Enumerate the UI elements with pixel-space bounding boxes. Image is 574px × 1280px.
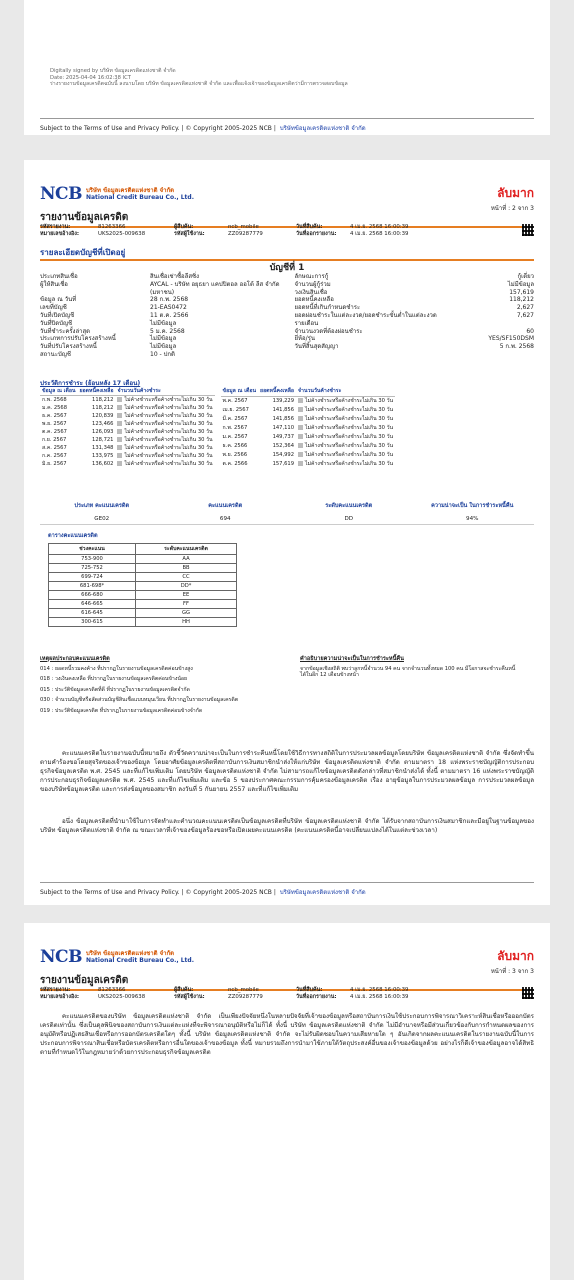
- history-row: [40, 460, 215, 468]
- score-grade: CC: [136, 573, 237, 582]
- detail-value: 60: [526, 327, 534, 335]
- score-range: 699-724: [49, 573, 136, 582]
- history-balance: 139,229: [272, 398, 295, 405]
- detail-label: ยอดหนี้ที่เกินกำหนดชำระ: [294, 304, 361, 312]
- detail-label: วันที่เปิดบัญชี: [40, 311, 75, 319]
- detail-label: ประเภทการปรับโครงสร้างหนี้: [40, 335, 116, 343]
- history-month: ต.ค. 2566: [222, 460, 248, 467]
- history-status-text: ไม่ค้างชำระหรือค้างชำระไม่เกิน 30 วัน: [124, 445, 213, 451]
- report-title: รายงานข้อมูลเครดิต: [40, 210, 534, 228]
- account-title: บัญชีที่ 1: [269, 263, 305, 273]
- history-status: [115, 396, 214, 405]
- section-title: รายละเอียดบัญชีที่เปิดอยู่: [40, 246, 534, 261]
- factors-title: เหตุผลประกอบคะแนนเครดิต: [40, 656, 110, 662]
- detail-label: เลขที่บัญชี: [40, 304, 67, 312]
- detail-value: 157,619: [509, 288, 534, 296]
- history-status: [296, 432, 395, 441]
- detail-row: [40, 343, 285, 351]
- score-table-row: [49, 591, 237, 600]
- confidential-label: ลับมาก: [497, 949, 534, 963]
- score-grade: EE: [136, 591, 237, 600]
- status-check-icon: [117, 429, 122, 434]
- detail-label: วันที่ชำระครั้งล่าสุด: [40, 327, 91, 335]
- history-row: [40, 412, 215, 420]
- history-status: [115, 444, 214, 452]
- meta-key: หมายเลขอ้างอิง:: [40, 231, 80, 238]
- score-type-value: GE02: [94, 516, 110, 522]
- detail-row: [40, 335, 285, 343]
- score-range: 616-645: [49, 609, 136, 618]
- detail-row: [295, 335, 535, 343]
- history-status: [115, 460, 214, 468]
- score-value: 694: [219, 516, 231, 522]
- detail-value: 28 ก.พ. 2568: [150, 296, 189, 304]
- page-footer: [40, 118, 534, 134]
- meta-key: รหัสผู้ใช้งาน:: [174, 231, 205, 238]
- history-month: มิ.ย. 2567: [42, 461, 67, 467]
- history-balance: 131,348: [92, 445, 114, 451]
- history-row: [40, 404, 215, 412]
- detail-value: 7,627: [516, 311, 534, 319]
- score-table-row: [49, 618, 237, 627]
- confidential-label: ลับมาก: [497, 186, 534, 200]
- account-details: [40, 273, 534, 359]
- history-header-row: [40, 387, 215, 396]
- status-check-icon: [117, 397, 122, 402]
- history-month: ก.ย. 2567: [42, 437, 67, 443]
- history-status-text: ไม่ค้างชำระหรือค้างชำระไม่เกิน 30 วัน: [305, 433, 394, 440]
- meta-key: รหัสรายงาน:: [40, 987, 71, 993]
- detail-value: 118,212: [509, 296, 534, 304]
- meta-key: รหัสรายงาน:: [40, 224, 71, 230]
- detail-row: [40, 304, 285, 312]
- history-balance: 149,737: [272, 433, 295, 440]
- footer-text: Subject to the Terms of Use and Privacy Policy. | © Copyright 2005-2025 NCB |: [40, 888, 276, 896]
- history-status-text: ไม่ค้างชำระหรือค้างชำระไม่เกิน 30 วัน: [305, 451, 394, 458]
- reference-no: UKS2025-009638: [98, 231, 146, 238]
- score-table-block: [48, 532, 237, 627]
- factor-item: 015 : ประวัติข้อมูลเครดิตที่ดี ที่ปรากฏในรายงานข้อมูลเครดิตจำกัด: [40, 686, 190, 693]
- history-month: พ.ย. 2566: [222, 451, 248, 458]
- score-range: 725-752: [49, 564, 136, 573]
- history-status: [296, 424, 395, 433]
- user-id: ZZ09287779: [228, 231, 263, 238]
- status-check-icon: [117, 445, 122, 450]
- report-id: 81263366: [98, 224, 126, 230]
- detail-label: ประเภทสินเชื่อ: [40, 273, 78, 280]
- history-status-text: ไม่ค้างชำระหรือค้างชำระไม่เกิน 30 วัน: [305, 442, 394, 449]
- score-range: 300-615: [49, 618, 136, 627]
- footer-link[interactable]: บริษัทข้อมูลเครดิตแห่งชาติ จำกัด: [279, 125, 366, 132]
- history-header: จำนวนวันค้างชำระ: [296, 387, 395, 396]
- history-row: [221, 424, 396, 433]
- score-explanations: [40, 656, 534, 718]
- account-details-left: [40, 273, 285, 359]
- detail-row: [295, 273, 535, 281]
- detail-value: ไม่มีข้อมูล: [507, 280, 534, 288]
- detail-label: วันที่สิ้นสุดสัญญา: [294, 343, 339, 351]
- score-table-row: [49, 573, 237, 582]
- page-number: หน้าที่ : 3 จาก 3: [490, 968, 534, 975]
- score-table-header: ช่วงคะแนน: [49, 544, 136, 555]
- history-month: ก.พ. 2567: [222, 425, 248, 432]
- brand-english: National Credit Bureau Co., Ltd.: [85, 957, 194, 964]
- score-factors: [40, 656, 280, 718]
- history-status-text: ไม่ค้างชำระหรือค้างชำระไม่เกิน 30 วัน: [305, 407, 394, 414]
- history-header: ข้อมูล ณ เดือน: [222, 388, 257, 395]
- probability-value: 94%: [466, 516, 479, 522]
- history-header-row: [221, 387, 396, 396]
- history-header: จำนวนวันค้างชำระ: [115, 387, 214, 396]
- payment-history-left: [40, 387, 215, 468]
- ncb-logo-mark: NCB: [40, 184, 82, 204]
- score-grade: HH: [136, 618, 237, 627]
- detail-value: YES/SF150DSM: [488, 335, 534, 343]
- score-level-header: ระดับคะแนนเครดิต: [325, 503, 373, 509]
- detail-row: [40, 296, 285, 304]
- history-row: [221, 441, 396, 450]
- detail-label: วันที่ปรับโครงสร้างหนี้: [40, 343, 97, 351]
- score-grade: AA: [136, 555, 237, 564]
- meta-key: วันที่สืบค้น:: [296, 224, 323, 230]
- detail-row: [40, 351, 285, 359]
- status-check-icon: [298, 398, 303, 403]
- status-check-icon: [298, 434, 303, 439]
- history-status: [296, 450, 395, 459]
- probability-text: จากข้อมูลเชิงสถิติ พบว่าลูกหนี้จำนวน 94 คน จากจำนวนทั้งหมด 100 คน มีโอกาสจะชำระคืนหนี้ได้ในอีก 12 เดือนข้างหน้า: [300, 665, 516, 679]
- history-month: พ.ค. 2567: [222, 398, 248, 405]
- history-status: [296, 406, 395, 415]
- footer-text: Subject to the Terms of Use and Privacy Policy. | © Copyright 2005-2025 NCB |: [40, 124, 276, 132]
- history-status-text: ไม่ค้างชำระหรือค้างชำระไม่เกิน 30 วัน: [124, 461, 213, 467]
- history-status-text: ไม่ค้างชำระหรือค้างชำระไม่เกิน 30 วัน: [124, 413, 213, 419]
- history-balance: 120,839: [92, 413, 114, 419]
- requester: ncb_mobile: [228, 987, 259, 993]
- page-header: [40, 184, 534, 213]
- history-header: ยอดหนี้คงเหลือ: [260, 388, 295, 395]
- score-table-row: [49, 555, 237, 564]
- history-status: [115, 436, 214, 444]
- detail-row: [40, 273, 285, 281]
- history-month: ส.ค. 2567: [42, 445, 67, 451]
- score-table-row: [49, 600, 237, 609]
- history-status: [296, 396, 395, 405]
- meta-key: ผู้สืบค้น:: [174, 987, 194, 993]
- issue-date: 4 เม.ย. 2568 16:00:39: [350, 994, 409, 1001]
- history-month: มี.ค. 2567: [222, 416, 248, 423]
- payment-history: [40, 387, 534, 468]
- history-status-text: ไม่ค้างชำระหรือค้างชำระไม่เกิน 30 วัน: [124, 421, 213, 427]
- page-number: หน้าที่ : 2 จาก 3: [490, 205, 534, 212]
- detail-value: ไม่มีข้อมูล: [150, 319, 177, 327]
- status-check-icon: [298, 416, 303, 421]
- detail-value: AYCAL - บริษัท อยุธยา แคปปิตอล ออโต้ ลีส จำกัด (มหาชน): [150, 280, 280, 296]
- history-row: [221, 415, 396, 424]
- history-status-text: ไม่ค้างชำระหรือค้างชำระไม่เกิน 30 วัน: [305, 425, 394, 432]
- history-balance: 133,975: [92, 453, 114, 459]
- history-header: ข้อมูล ณ เดือน: [42, 388, 76, 394]
- history-month: ธ.ค. 2567: [42, 413, 67, 419]
- history-balance: 123,466: [92, 421, 114, 427]
- score-level-value: DD: [344, 516, 354, 522]
- history-balance: 118,212: [92, 397, 114, 403]
- history-row: [40, 420, 215, 428]
- reference-no: UKS2025-009638: [98, 994, 146, 1001]
- meta-key: วันที่สืบค้น:: [296, 987, 323, 993]
- history-balance: 136,602: [92, 461, 114, 467]
- factor-item: 019 : ประวัติข้อมูลเครดิต ที่ปรากฏในรายงานข้อมูลเครดิตค่อนข้างจำกัด: [40, 707, 203, 714]
- history-balance: 141,856: [272, 407, 295, 414]
- factor-item: 030 : จำนวนบัญชีหรือสัดส่วนบัญชีสินเชื่อแบบหมุนเวียน ที่ปรากฏในรายงานข้อมูลเครดิต: [40, 697, 239, 704]
- status-check-icon: [298, 443, 303, 448]
- meta-key: วันที่ออกรายงาน:: [296, 994, 337, 1001]
- ncb-logo-mark: NCB: [40, 947, 82, 967]
- inquiry-date: 4 เม.ย. 2568 16:00:39: [350, 224, 409, 230]
- score-range: 666-680: [49, 591, 136, 600]
- score-table-header-row: [49, 544, 237, 555]
- history-balance: 128,721: [92, 437, 114, 443]
- history-status-text: ไม่ค้างชำระหรือค้างชำระไม่เกิน 30 วัน: [305, 398, 394, 405]
- score-range: 646-665: [49, 600, 136, 609]
- history-balance: 157,619: [272, 460, 295, 467]
- history-month: ก.พ. 2568: [42, 397, 67, 403]
- signature-line-1: Digitally signed by บริษัท ข้อมูลเครดิตแห่งชาติ จำกัด: [50, 68, 176, 74]
- qr-code-icon: [522, 224, 534, 236]
- report-page-3: [24, 923, 550, 1280]
- detail-label: จำนวนงวดที่ต้องผ่อนชำระ: [294, 327, 363, 335]
- score-range: 681-698*: [49, 582, 136, 591]
- detail-value: 5 ม.ค. 2568: [150, 327, 185, 335]
- detail-row: [295, 281, 535, 289]
- status-check-icon: [298, 461, 303, 466]
- score-table-title: ตารางคะแนนเครดิต: [48, 533, 98, 539]
- payment-history-right: [221, 387, 396, 468]
- user-id: ZZ09287779: [228, 994, 263, 1001]
- factor-list: [40, 666, 280, 715]
- history-row: [40, 444, 215, 452]
- detail-label: วงเงินสินเชื่อ: [294, 288, 328, 296]
- detail-label: ยอดผ่อนชำระในแต่ละงวด/ยอดชำระขั้นต่ำในแต่ละงวด รายเดือน: [294, 311, 437, 327]
- history-status: [115, 452, 214, 460]
- page-header: [40, 947, 534, 976]
- history-row: [221, 406, 396, 415]
- score-table-row: [49, 609, 237, 618]
- history-month: ก.ค. 2567: [42, 453, 67, 459]
- score-grade: BB: [136, 564, 237, 573]
- meta-key: วันที่ออกรายงาน:: [296, 231, 337, 238]
- status-check-icon: [117, 461, 122, 466]
- page-footer: [40, 882, 534, 898]
- meta-key: รหัสผู้ใช้งาน:: [174, 994, 205, 1001]
- score-type-header: ประเภท คะแนนเครดิต: [74, 503, 130, 509]
- history-month: พ.ย. 2567: [42, 421, 67, 427]
- history-status-text: ไม่ค้างชำระหรือค้างชำระไม่เกิน 30 วัน: [124, 437, 213, 443]
- history-title: ประวัติการชำระ (ย้อนหลัง 17 เดือน): [40, 380, 141, 387]
- report-page-2: [24, 160, 550, 905]
- score-table-row: [49, 582, 237, 591]
- status-check-icon: [298, 452, 303, 457]
- signature-line-3: ร่างรายงานข้อมูลเครดิตฉบับนี้ ลงนามโดย บริษัท ข้อมูลเครดิตแห่งชาติ จำกัด และเพื่อแจ้งเจ้าของข้อมูลเครดิตว่ามีการตรวจสอบข้อมูล: [50, 81, 348, 87]
- credit-score-summary: [40, 502, 534, 525]
- history-status: [296, 459, 395, 468]
- history-month: ม.ค. 2568: [42, 405, 68, 411]
- detail-label: ผู้ให้สินเชื่อ: [40, 280, 68, 288]
- history-row: [40, 436, 215, 444]
- detail-value: 11 ต.ค. 2566: [150, 311, 189, 319]
- probability-header: ความน่าจะเป็น ในการชำระหนี้คืน: [431, 503, 514, 509]
- score-header: คะแนนเครดิต: [208, 503, 243, 509]
- disclaimer-paragraph-3: คะแนนเครดิตของบริษัท ข้อมูลเครดิตแห่งชาติ จำกัด เป็นเพียงปัจจัยหนึ่งในหลายปัจจัยที่เจ้าของข้อมูลหรือสถาบันการเงินใช้ประกอบการพิจารณาวิเคราะห์สินเชื่อหรือออกบัตรเครดิตเท่านั้น ซึ่งเป็นดุลพินิจของสถาบันการเงินแต่ละแห่งที่จะพิจารณาอนุมัติหรือไม่ก็ได้ ทั้งนี้ บริษัท ข้อมูลเครดิตแห่งชาติ จำกัด ไม่มีอำนาจหรือมีส่วนเกี่ยวข้องกับการกำหนดผลของการอนุมัติหรือปฏิเสธสินเชื่อหรือการออกบัตรเครดิตใดๆ ทั้งนี้ บริษัท ข้อมูลเครดิตแห่งชาติ จำกัด จะไม่รับผิดชอบในความเสียหายใด ๆ อันเกิดจากผลคะแนนเครดิตในรายงานฉบับนี้ในการประกอบการพิจารณาสินเชื่อหรือบัตรเครดิตหรือการอื่นใดของเจ้าของข้อมูล ทั้งนี้ หมายรวมถึงการนำมาใช้ภายใต้วัตถุประสงค์อื่นของเจ้าของข้อมูลด้วย อย่างไรก็ดีเจ้าของข้อมูลอาจได้สิทธิตามที่กำหนดไว้ในกฎหมายว่าด้วยการประกอบธุรกิจข้อมูลเครดิต: [40, 1013, 534, 1056]
- status-check-icon: [117, 437, 122, 442]
- history-status: [115, 428, 214, 436]
- score-grade: DD*: [136, 582, 237, 591]
- detail-value: ไม่มีข้อมูล: [150, 343, 177, 351]
- detail-value: กู้เดี่ยว: [517, 273, 534, 280]
- history-status: [296, 441, 395, 450]
- status-check-icon: [298, 425, 303, 430]
- history-header: ยอดหนี้คงเหลือ: [79, 388, 114, 394]
- brand-thai: บริษัท ข้อมูลเครดิตแห่งชาติ จำกัด: [85, 186, 174, 194]
- brand-english: National Credit Bureau Co., Ltd.: [85, 194, 194, 201]
- disclaimer-paragraph-1: คะแนนเครดิตในรายงานฉบับนี้หมายถึง ตัวชี้วัดความน่าจะเป็นในการชำระคืนหนี้โดยใช้วิธีการทางสถิติในการประมวลผลข้อมูลโดยบริษัท ข้อมูลเครดิตแห่งชาติ จำกัด ซึ่งจัดทำขึ้นตามคำร้องขอโดยสุจริตของเจ้าของข้อมูล โดยอาศัยข้อมูลเครดิตที่สถาบันการเงินสมาชิกนำส่งให้แก่บริษัท ข้อมูลเครดิตแห่งชาติ จำกัด ตามมาตรา 18 แห่งพระราชบัญญัติการประกอบธุรกิจข้อมูลเครดิต พ.ศ. 2545 และที่แก้ไขเพิ่มเติม โดยบริษัท ข้อมูลเครดิตแห่งชาติ จำกัด ไม่สามารถแก้ไขข้อมูลเครดิตดังกล่าวที่สมาชิกนำส่งได้ ทั้งนี้ ตามมาตรา 16 แห่งพระราชบัญญัติการประกอบธุรกิจข้อมูลเครดิต พ.ศ. 2545 และที่แก้ไขเพิ่มเติม และข้อ 5 ของประกาศคณะกรรมการคุ้มครองข้อมูลเครดิต เรื่อง อายุข้อมูลในการประมวลผลข้อมูล การประมวลผลข้อมูลของบริษัทข้อมูลเครดิต และการส่งข้อมูลของสมาชิก ลงวันที่ 5 กันยายน 2557 และที่แก้ไขเพิ่มเติม: [40, 750, 534, 793]
- history-balance: 152,364: [272, 442, 295, 449]
- history-status: [115, 420, 214, 428]
- history-row: [221, 459, 396, 468]
- detail-label: สถานะบัญชี: [40, 350, 71, 358]
- detail-value: 10 - ปกติ: [150, 350, 175, 358]
- report-page-1: [24, 0, 550, 135]
- score-grade: GG: [136, 609, 237, 618]
- history-month: ต.ค. 2567: [42, 429, 67, 435]
- score-range: 753-900: [49, 555, 136, 564]
- detail-value: สินเชื่อเช่าซื้อลีสซิ่ง: [150, 273, 199, 280]
- ncb-logo: [40, 184, 194, 204]
- status-check-icon: [298, 407, 303, 412]
- history-row: [221, 396, 396, 405]
- history-balance: 141,856: [272, 416, 295, 423]
- detail-label: ยี่ห้อ/รุ่น: [294, 335, 315, 343]
- detail-row: [40, 312, 285, 320]
- history-row: [40, 452, 215, 460]
- history-status-text: ไม่ค้างชำระหรือค้างชำระไม่เกิน 30 วัน: [124, 397, 213, 403]
- history-row: [40, 428, 215, 436]
- history-status-text: ไม่ค้างชำระหรือค้างชำระไม่เกิน 30 วัน: [124, 405, 213, 411]
- detail-row: [295, 304, 535, 312]
- detail-value: 21-EAS0472: [150, 304, 187, 312]
- history-status-text: ไม่ค้างชำระหรือค้างชำระไม่เกิน 30 วัน: [305, 416, 394, 423]
- status-check-icon: [117, 453, 122, 458]
- score-table-row: [49, 564, 237, 573]
- probability-explanation: [300, 656, 520, 718]
- history-status-text: ไม่ค้างชำระหรือค้างชำระไม่เกิน 30 วัน: [124, 429, 213, 435]
- factor-item: 014 : ยอดหนี้รวมคงค้าง ที่ปรากฏในรายงานข้อมูลเครดิตค่อนข้างสูง: [40, 665, 193, 672]
- digital-signature: [50, 68, 348, 88]
- history-balance: 147,110: [272, 425, 295, 432]
- disclaimer-paragraph-2: อนึ่ง ข้อมูลเครดิตที่นำมาใช้ในการจัดทำและคำนวณคะแนนเครดิตเป็นข้อมูลเครดิตที่บริษัท ข้อมูลเครดิตแห่งชาติ จำกัด ได้รับจากสถาบันการเงินสมาชิกและมีอยู่ในฐานข้อมูลของบริษัท ข้อมูลเครดิตแห่งชาติ จำกัด ณ ขณะเวลาที่เจ้าของข้อมูลร้องขอหรือเปิดเผยคะแนนเครดิต (คะแนนเครดิตนี้อาจเปลี่ยนแปลงได้ในแต่ละช่วงเวลา): [40, 818, 534, 834]
- status-check-icon: [117, 405, 122, 410]
- history-row: [221, 450, 396, 459]
- signature-line-2: Date: 2025-04-04 16:02:38 ICT: [50, 74, 131, 81]
- detail-label: ข้อมูล ณ วันที่: [40, 296, 77, 304]
- detail-value: ไม่มีข้อมูล: [150, 335, 177, 343]
- history-status-text: ไม่ค้างชำระหรือค้างชำระไม่เกิน 30 วัน: [124, 453, 213, 459]
- score-grade: FF: [136, 600, 237, 609]
- footer-link[interactable]: บริษัทข้อมูลเครดิตแห่งชาติ จำกัด: [279, 889, 366, 896]
- detail-row: [40, 320, 285, 328]
- brand-thai: บริษัท ข้อมูลเครดิตแห่งชาติ จำกัด: [85, 949, 174, 957]
- requester: ncb_mobile: [228, 224, 259, 230]
- inquiry-date: 4 เม.ย. 2568 16:00:39: [350, 987, 409, 993]
- detail-label: ลักษณะการกู้: [294, 273, 329, 280]
- report-meta: [40, 987, 420, 1002]
- factor-item: 018 : วงเงินคงเหลือ ที่ปรากฏในรายงานข้อมูลเครดิตค่อนข้างน้อย: [40, 676, 188, 683]
- meta-key: หมายเลขอ้างอิง:: [40, 994, 80, 1001]
- history-month: ม.ค. 2567: [222, 433, 248, 440]
- score-range-table: [48, 543, 237, 627]
- history-status: [296, 415, 395, 424]
- history-status-text: ไม่ค้างชำระหรือค้างชำระไม่เกิน 30 วัน: [305, 460, 394, 467]
- history-month: ธ.ค. 2566: [222, 442, 248, 449]
- status-check-icon: [117, 413, 122, 418]
- report-id: 81263366: [98, 987, 126, 993]
- issue-date: 4 เม.ย. 2568 16:00:39: [350, 231, 409, 238]
- report-title: รายงานข้อมูลเครดิต: [40, 973, 534, 991]
- detail-row: [295, 312, 535, 328]
- status-check-icon: [117, 421, 122, 426]
- detail-label: ยอดหนี้คงเหลือ: [294, 296, 334, 304]
- detail-value: 5 ก.พ. 2568: [499, 343, 534, 351]
- account-details-right: [295, 273, 535, 359]
- detail-row: [295, 328, 535, 336]
- history-row: [40, 396, 215, 405]
- detail-label: จำนวนผู้กู้ร่วม: [294, 280, 331, 288]
- history-balance: 154,992: [272, 451, 295, 458]
- history-status: [115, 404, 214, 412]
- ncb-logo: [40, 947, 194, 967]
- report-meta: [40, 224, 420, 239]
- history-balance: 126,093: [92, 429, 114, 435]
- history-row: [221, 432, 396, 441]
- detail-row: [40, 281, 285, 297]
- detail-value: 2,627: [516, 304, 534, 312]
- detail-row: [295, 343, 535, 351]
- history-month: เม.ย. 2567: [222, 407, 249, 414]
- history-balance: 118,212: [92, 405, 114, 411]
- meta-key: ผู้สืบค้น:: [174, 224, 194, 230]
- qr-code-icon: [522, 987, 534, 999]
- history-status: [115, 412, 214, 420]
- score-table-header: ระดับคะแนนเครดิต: [136, 544, 237, 555]
- probability-title: คำอธิบายความน่าจะเป็นในการชำระหนี้คืน: [300, 656, 404, 662]
- detail-label: วันที่ปิดบัญชี: [40, 319, 73, 327]
